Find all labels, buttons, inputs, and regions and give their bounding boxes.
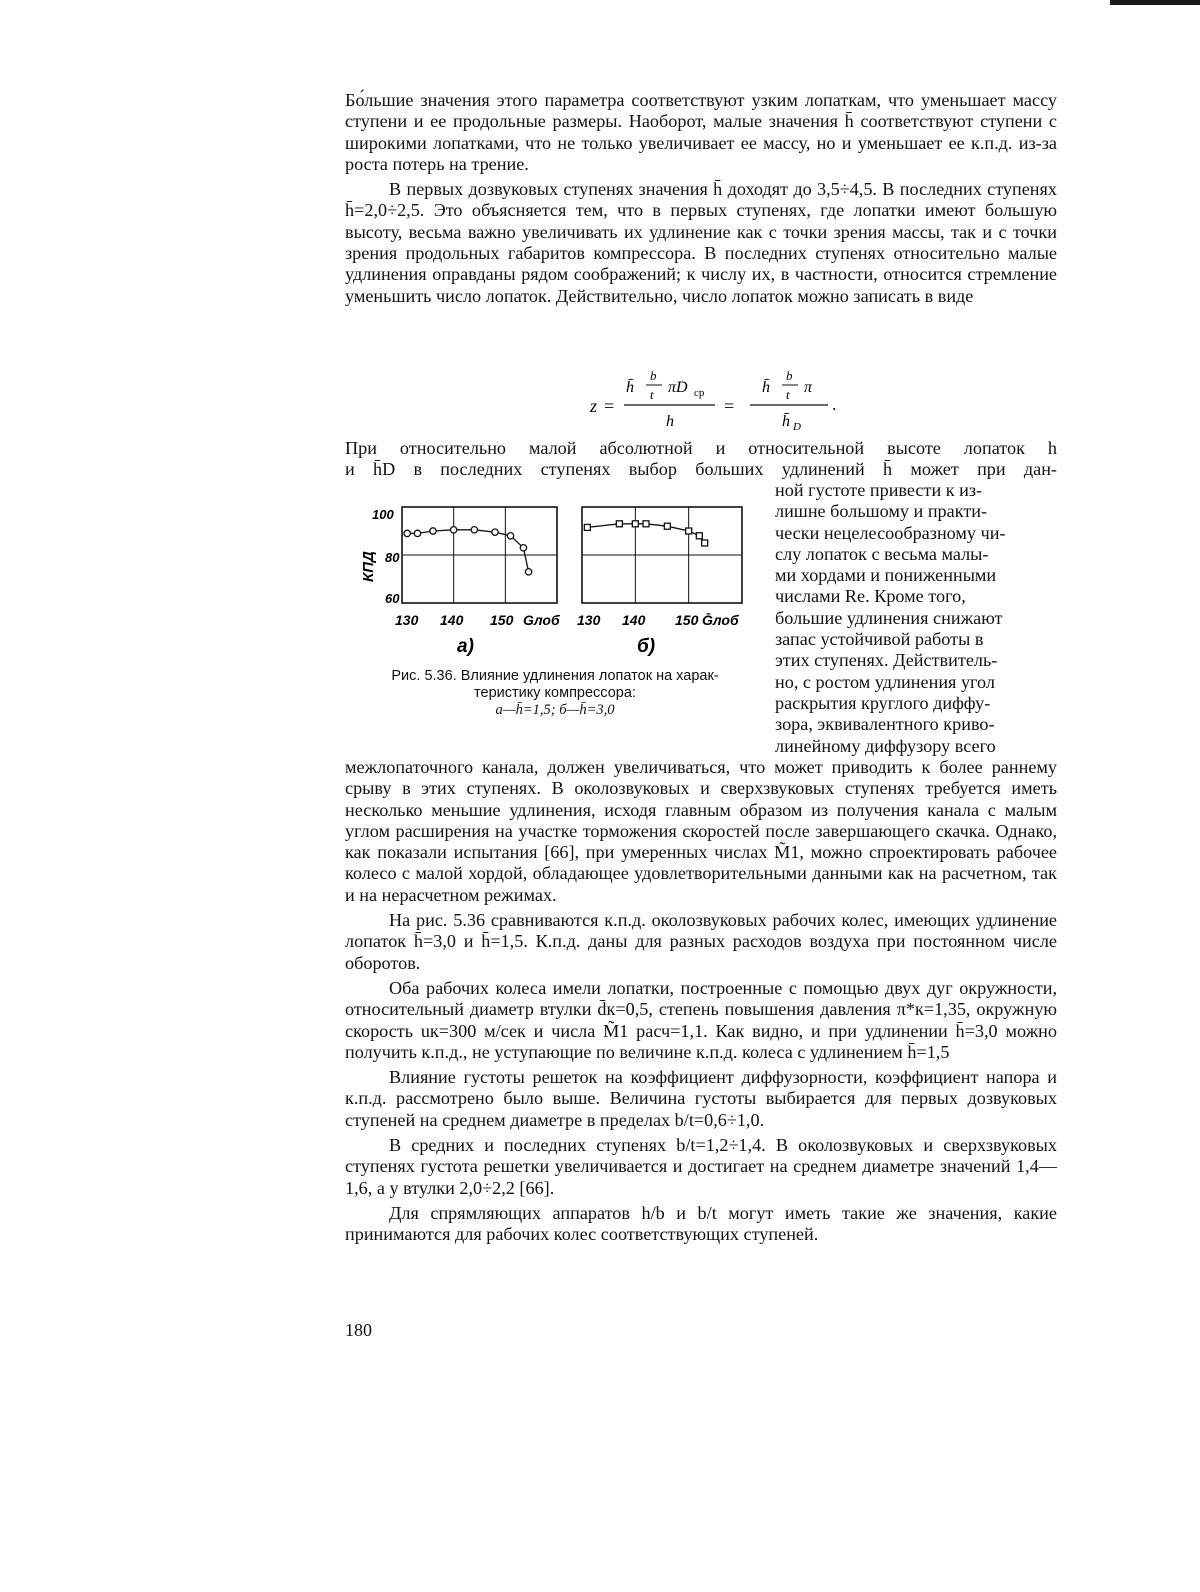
formula-svg [590,368,850,438]
caption-line-2: теристику компрессора: [474,685,636,701]
wrap-line: но, с ростом удлинения угол [775,671,995,692]
paragraph-5: Оба рабочих колеса имели лопатки, построенные с помощью двух дуг окружности, относительный диаметр втулки d̄к=0,5, степень повышения давления π*к=1,35, окружную скорость uк=300 м/сек и числа M̃1 расч=1,1. Как видно, и при удлинении h̄=3,0 можно получить к.п.д., не уступающие по величине к.п.д. колеса с удлинением h̄=1,5 [345,977,1057,1062]
wrap-line: запас устойчивой работы в [775,629,984,650]
data-point [471,527,477,533]
xlabel-b: Ḡлоб [702,612,739,628]
figure-caption [345,668,765,719]
wrap-line: ми хордами и пониженными [775,565,997,586]
wrap-line: ной густоте привести к из- [775,480,983,500]
data-point [450,527,456,533]
paragraph-8: Для спрямляющих аппаратов h/b и b/t могут иметь такие же значения, какие принимаются для рабочих колес соответствующих ступеней. [345,1202,1057,1245]
ytick-60: 60 [385,591,400,606]
xtick-b-150: 150 [675,612,699,628]
wrap-line: зора, эквивалентного криво- [775,714,995,735]
formula-eq-2: = [724,396,735,416]
paragraph-4: На рис. 5.36 сравниваются к.п.д. околозвуковых рабочих колес, имеющих удлинение лопаток h̄=3,0 и h̄=1,5. К.п.д. даны для разных расходов воздуха при постоянном числе оборотов. [345,910,1057,973]
formula-end: . [832,394,837,414]
xtick-a-130: 130 [395,612,419,628]
data-point [702,540,708,546]
data-point [643,521,649,527]
panel-label-b: б) [637,636,656,657]
formula-den1: h [666,413,674,430]
formula-num2-hbar: h̄ [762,379,770,396]
data-point [430,528,436,534]
ytick-80: 80 [385,550,400,565]
caption-line-3: а—h̄=1,5; б—h̄=3,0 [495,702,615,718]
panel-b [582,507,742,603]
xtick-b-140: 140 [622,612,646,628]
data-point [492,529,498,535]
paragraph-6: Влияние густоты решеток на коэффициент диффузорности, коэффициент напора и к.п.д. рассмотрено было выше. Величина густоты выбирается для первых дозвуковых ступеней на среднем диаметре в пределах b/t=0,6÷1,0. [345,1067,1057,1130]
intro-line-2: и h̄D в последних ступенях выбор больших удлинений h̄ может при дан- [345,459,1057,480]
data-point [584,524,590,530]
formula-num1-t: t [650,387,654,402]
paragraph-1: Бо́льшие значения этого параметра соответствуют узким лопаткам, что уменьшает массу ступени и ее продольные размеры. Наоборот, малые значения h̄ соответствуют ступени с широкими лопатками, что не только увеличивает ее массу, но и уменьшает ее к.п.д. из-за роста потерь на трение. [345,90,1057,174]
data-point [520,545,526,551]
intro-line-1: При относительно малой абсолютной и относительной высоте лопаток h [345,438,1057,458]
formula-blade-count [590,368,850,438]
paragraph-2: В первых дозвуковых ступенях значения h̄ доходят до 3,5÷4,5. В последних ступенях h̄=2,0÷2,5. Это объясняется тем, что в первых ступенях, где лопатки имеют большую высоту, весьма важно увеличивать их удлинение как с точки зрения массы, так и с точки зрения продольных габаритов компрессора. В последних ступенях относительно малые удлинения оправданы рядом соображений; к числу их, в частности, относится стремление уменьшить число лопаток. Действительно, число лопаток можно записать в виде [345,179,1057,306]
formula-den2: h̄ [782,413,790,430]
data-point [507,533,513,539]
panel-a [402,507,557,603]
wrap-line: числами Re. Кроме того, [775,586,966,607]
formula-num1-hbar: h̄ [626,379,634,396]
wrap-line: чески нецелесообразному чи- [775,522,1006,543]
xtick-b-130: 130 [577,612,601,628]
data-point [632,521,638,527]
ytick-100: 100 [372,507,394,522]
page-number: 180 [345,1320,372,1340]
figure-svg [345,490,760,665]
data-point [404,530,410,536]
data-point [525,569,531,575]
formula-num1-tail: πD [668,379,688,396]
formula-lhs: z [590,396,598,416]
xlabel-a: Gлоб [523,612,560,628]
wrap-line: раскрытия круглого диффу- [775,692,991,713]
formula-num1-sub: ср [694,387,705,399]
wrap-line: большие удлинения снижают [775,607,1003,628]
wrap-line: этих ступенях. Действитель- [775,650,998,671]
formula-num1-b: b [650,368,657,383]
formula-num2-t: t [786,387,790,402]
xtick-a-150: 150 [490,612,514,628]
formula-eq-1: = [604,396,615,416]
body-text-bottom [345,757,1057,1246]
caption-line-1: Рис. 5.36. Влияние удлинения лопаток на харак- [391,668,719,684]
data-point [414,530,420,536]
wrap-line: лишне большому и практи- [775,501,988,522]
paragraph-3: межлопаточного канала, должен увеличиваться, что может приводить к более раннему срыву в этих ступенях. В околозвуковых и сверхзвуковых ступенях требуется иметь несколько меньшие удлинения, исходя главным образом из получения канала с малым углом расширения на участке торможения скоростей после завершающего скачка. Однако, как показали испытания [66], при умеренных числах M̃1, можно спроектировать рабочее колесо с малой хордой, обладающее удовлетворительными данными как на расчетном, так и на нерасчетном режимах. [345,757,1057,905]
data-point [616,521,622,527]
ylabel: КПД [360,551,377,582]
formula-den2-sub: D [793,421,801,433]
panel-label-a: а) [457,636,474,657]
formula-num2-b: b [786,368,793,383]
paragraph-7: В средних и последних ступенях b/t=1,2÷1,4. В околозвуковых и сверхзвуковых ступенях густота решетки увеличивается и достигает на среднем диаметре значений 1,4—1,6, а у втулки 2,0÷2,2 [66]. [345,1135,1057,1198]
intro-lines [345,438,1057,481]
data-point [696,533,702,539]
wrap-line: слу лопаток с весьма малы- [775,543,989,564]
wrap-line: линейному диффузору всего [775,735,996,756]
scan-edge-mark [1110,0,1200,5]
wrap-column [775,480,1057,757]
body-text-top [345,90,1057,307]
data-point [664,523,670,529]
xtick-a-140: 140 [440,612,464,628]
formula-num2-tail: π [804,379,813,396]
data-point [686,528,692,534]
